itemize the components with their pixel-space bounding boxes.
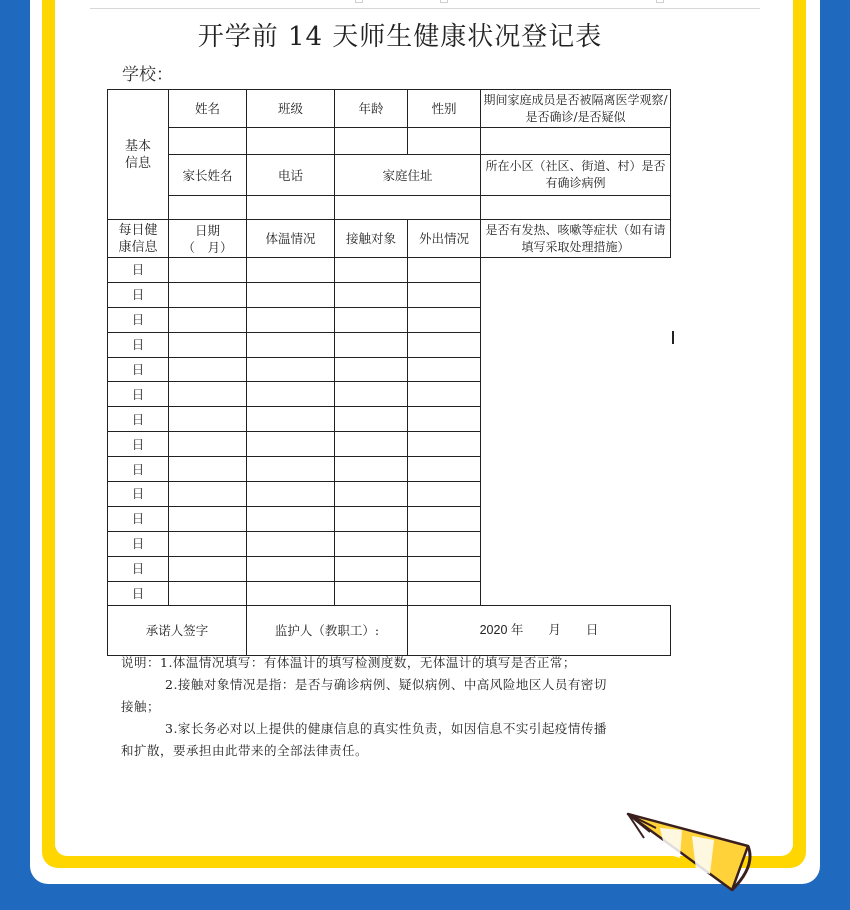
symptoms-cell[interactable] — [408, 258, 481, 283]
contacts-cell[interactable] — [247, 258, 335, 283]
header-community-cases: 所在小区（社区、街道、村）是否有确诊病例 — [481, 155, 671, 196]
day-label: 日 — [108, 307, 169, 332]
input-name[interactable] — [169, 128, 247, 155]
top-divider — [90, 8, 760, 9]
note-line-3: 接触； — [121, 699, 161, 714]
day-row — [108, 506, 671, 531]
header-gender: 性别 — [408, 90, 481, 128]
temperature-cell[interactable] — [169, 457, 247, 482]
contacts-cell[interactable] — [247, 531, 335, 556]
top-marks — [0, 0, 850, 4]
note-line-1: 说明：1.体温情况填写：有体温计的填写检测度数，无体温计的填写是否正常； — [121, 655, 576, 670]
signature-date: 2020 年 月 日 — [408, 606, 671, 656]
day-row — [108, 531, 671, 556]
symptoms-cell[interactable] — [408, 432, 481, 457]
header-age: 年龄 — [335, 90, 408, 128]
outings-cell[interactable] — [335, 556, 408, 581]
temperature-cell[interactable] — [169, 506, 247, 531]
outings-cell[interactable] — [335, 581, 408, 606]
outings-cell[interactable] — [335, 307, 408, 332]
contacts-cell[interactable] — [247, 581, 335, 606]
school-label: 学校： — [122, 65, 173, 85]
header-parent-name: 家长姓名 — [169, 155, 247, 196]
day-label: 日 — [108, 556, 169, 581]
day-row — [108, 457, 671, 482]
input-gender[interactable] — [408, 128, 481, 155]
outings-cell[interactable] — [335, 432, 408, 457]
header-outings: 外出情况 — [408, 220, 481, 258]
symptoms-cell[interactable] — [408, 357, 481, 382]
temperature-cell[interactable] — [169, 581, 247, 606]
temperature-cell[interactable] — [169, 482, 247, 507]
daily-health-section-label: 每日健 康信息 — [108, 220, 169, 258]
note-line-4: 3.家长务必对以上提供的健康信息的真实性负责，如因信息不实引起疫情传播 — [165, 721, 607, 736]
day-label: 日 — [108, 581, 169, 606]
contacts-cell[interactable] — [247, 332, 335, 357]
input-class[interactable] — [247, 128, 335, 155]
temperature-cell[interactable] — [169, 357, 247, 382]
symptoms-cell[interactable] — [408, 457, 481, 482]
input-phone[interactable] — [247, 196, 335, 220]
temperature-cell[interactable] — [169, 407, 247, 432]
contacts-cell[interactable] — [247, 307, 335, 332]
input-family-quarantine[interactable] — [481, 128, 671, 155]
contacts-cell[interactable] — [247, 432, 335, 457]
party-hat-icon — [620, 808, 760, 898]
header-contacts: 接触对象 — [335, 220, 408, 258]
day-label: 日 — [108, 382, 169, 407]
text-cursor — [672, 331, 674, 344]
day-row — [108, 482, 671, 507]
input-age[interactable] — [335, 128, 408, 155]
document-title: 开学前 14 天师生健康状况登记表 — [197, 22, 603, 52]
temperature-cell[interactable] — [169, 382, 247, 407]
symptoms-cell[interactable] — [408, 307, 481, 332]
day-label: 日 — [108, 357, 169, 382]
temperature-cell[interactable] — [169, 282, 247, 307]
day-label: 日 — [108, 332, 169, 357]
header-date: 日期 （ 月） — [169, 220, 247, 258]
day-label: 日 — [108, 457, 169, 482]
signature-label: 承诺人签字 — [108, 606, 247, 656]
day-row — [108, 307, 671, 332]
outings-cell[interactable] — [335, 258, 408, 283]
day-row — [108, 581, 671, 606]
header-phone: 电话 — [247, 155, 335, 196]
symptoms-cell[interactable] — [408, 506, 481, 531]
day-label: 日 — [108, 258, 169, 283]
contacts-cell[interactable] — [247, 556, 335, 581]
temperature-cell[interactable] — [169, 432, 247, 457]
symptoms-cell[interactable] — [408, 556, 481, 581]
outings-cell[interactable] — [335, 531, 408, 556]
contacts-cell[interactable] — [247, 407, 335, 432]
contacts-cell[interactable] — [247, 282, 335, 307]
temperature-cell[interactable] — [169, 332, 247, 357]
guardian-label: 监护人（教职工）: — [247, 606, 408, 656]
basic-info-section-label: 基本 信息 — [108, 90, 169, 220]
day-row — [108, 432, 671, 457]
day-label: 日 — [108, 482, 169, 507]
health-registration-table — [107, 89, 671, 656]
day-row — [108, 332, 671, 357]
outings-cell[interactable] — [335, 506, 408, 531]
symptoms-cell[interactable] — [408, 382, 481, 407]
contacts-cell[interactable] — [247, 482, 335, 507]
temperature-cell[interactable] — [169, 258, 247, 283]
temperature-cell[interactable] — [169, 531, 247, 556]
header-symptoms: 是否有发热、咳嗽等症状（如有请填写采取处理措施） — [481, 220, 671, 258]
day-label: 日 — [108, 531, 169, 556]
note-line-5: 和扩散，要承担由此带来的全部法律责任。 — [121, 743, 369, 758]
day-label: 日 — [108, 506, 169, 531]
day-label: 日 — [108, 282, 169, 307]
outings-cell[interactable] — [335, 407, 408, 432]
input-community-cases[interactable] — [481, 196, 671, 220]
outings-cell[interactable] — [335, 332, 408, 357]
header-class: 班级 — [247, 90, 335, 128]
header-family-quarantine: 期间家庭成员是否被隔离医学观察/是否确诊/是否疑似 — [481, 90, 671, 128]
input-parent-name[interactable] — [169, 196, 247, 220]
contacts-cell[interactable] — [247, 457, 335, 482]
outings-cell[interactable] — [335, 382, 408, 407]
contacts-cell[interactable] — [247, 357, 335, 382]
day-row — [108, 258, 671, 283]
contacts-cell[interactable] — [247, 506, 335, 531]
symptoms-cell[interactable] — [408, 282, 481, 307]
day-label: 日 — [108, 432, 169, 457]
symptoms-cell[interactable] — [408, 407, 481, 432]
day-row — [108, 282, 671, 307]
outings-cell[interactable] — [335, 357, 408, 382]
outings-cell[interactable] — [335, 457, 408, 482]
day-row — [108, 407, 671, 432]
contacts-cell[interactable] — [247, 382, 335, 407]
day-row — [108, 357, 671, 382]
day-row — [108, 556, 671, 581]
outings-cell[interactable] — [335, 282, 408, 307]
header-temperature: 体温情况 — [247, 220, 335, 258]
symptoms-cell[interactable] — [408, 482, 481, 507]
header-name: 姓名 — [169, 90, 247, 128]
symptoms-cell[interactable] — [408, 531, 481, 556]
header-address: 家庭住址 — [335, 155, 481, 196]
note-line-2: 2.接触对象情况是指：是否与确诊病例、疑似病例、中高风险地区人员有密切 — [165, 677, 607, 692]
notes-section — [121, 652, 681, 762]
symptoms-cell[interactable] — [408, 332, 481, 357]
temperature-cell[interactable] — [169, 307, 247, 332]
temperature-cell[interactable] — [169, 556, 247, 581]
symptoms-cell[interactable] — [408, 581, 481, 606]
day-row — [108, 382, 671, 407]
outings-cell[interactable] — [335, 482, 408, 507]
input-address[interactable] — [335, 196, 481, 220]
day-label: 日 — [108, 407, 169, 432]
